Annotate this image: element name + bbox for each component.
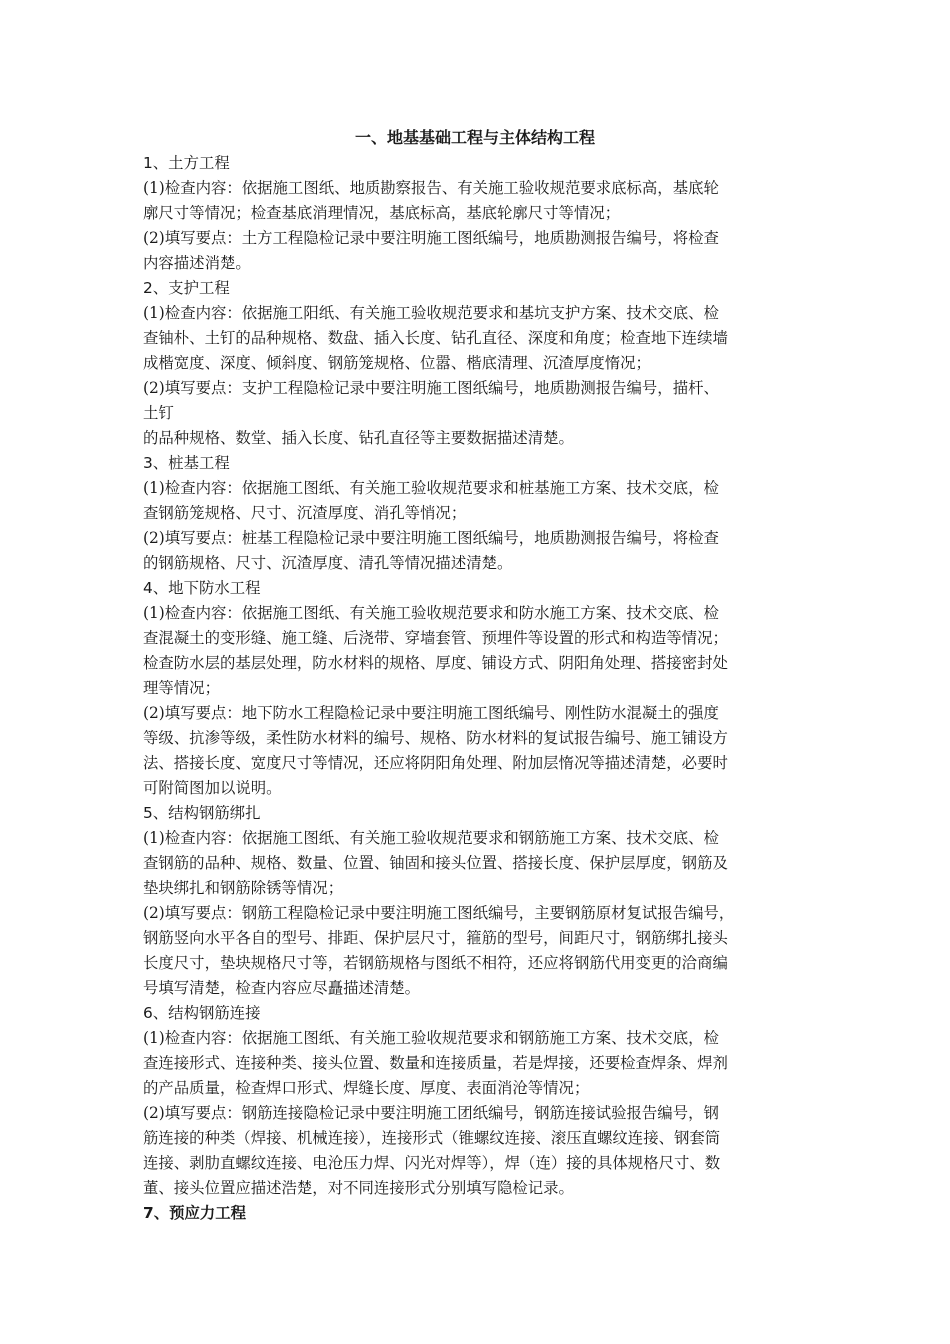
paragraph-line: (2)填写要点：桩基工程隐检记录中要注明施工图纸编号，地质勘测报告编号，将检查 [143,529,719,547]
paragraph-line: 可附简图加以说明。 [143,779,282,797]
paragraph-line: 等级、抗渗等级，柔性防水材料的编号、规格、防水材料的复试报告编号、施工铺设方 [143,729,728,747]
section-heading: 7、预应力工程 [143,1204,247,1222]
paragraph-line: (1)检查内容：依据施工图纸、有关施工验收规范要求和钢筋施工方案、技术交底，检 [143,1029,719,1047]
paragraph-line: 垫块绑扎和钢筋除锈等情况； [143,879,344,897]
paragraph-line: 查混凝土的变形缝、施工缝、后浇带、穿墙套管、预埋件等设置的形式和构造等情况； [143,629,728,647]
paragraph-line: 的钢筋规格、尺寸、沉渣厚度、清孔等情况描述清楚。 [143,554,513,572]
paragraph-line: (2)填写要点：支护工程隐检记录中要注明施工图纸编号，地质勘测报告编号，描杆、 [143,379,719,397]
paragraph-line: 内容描述消楚。 [143,254,251,272]
paragraph-line: (1)检查内容：依据施工图纸、地质勘察报告、有关施工验收规范要求底标高，基底轮 [143,179,719,197]
paragraph-line: (1)检查内容：依据施工图纸、有关施工验收规范要求和防水施工方案、技术交底、检 [143,604,719,622]
paragraph-line: 查连接形式、连接种类、接头位置、数量和连接质量，若是焊接，还要检查焊条、焊剂 [143,1054,728,1072]
section-heading: 2、支护工程 [143,279,230,297]
section-heading: 1、土方工程 [143,154,230,172]
paragraph-line: (2)填写要点：钢筋工程隐检记录中要注明施工图纸编号，主要钢筋原材复试报告编号， [143,904,735,922]
paragraph-line: (2)填写要点：钢筋连接隐检记录中要注明施工团纸编号，钢筋连接试验报告编号，钢 [143,1104,719,1122]
section-heading: 4、地下防水工程 [143,579,261,597]
paragraph-line: 的品种规格、数堂、插入长度、钻孔直径等主要数据描述清楚。 [143,429,574,447]
paragraph-line: 理等情况； [143,679,220,697]
paragraph-line: 的产品质量，检查焊口形式、焊缝长度、厚度、表面消沧等情况； [143,1079,590,1097]
paragraph-line: 检查防水层的基层处理，防水材料的规格、厚度、铺设方式、阴阳角处理、搭接密封处 [143,654,728,672]
paragraph-line: 钢筋竖向水平各自的型号、排距、保护层尺寸，箍筋的型号，间距尺寸，钢筋绑扎接头 [143,929,728,947]
document-title: 一、地基基础工程与主体结构工程 [354,128,595,147]
paragraph-line: 董、接头位置应描述浩楚，对不同连接形式分别填写隐检记录。 [143,1179,574,1197]
paragraph-line: (1)检查内容：依据施工图纸、有关施工验收规范要求和钢筋施工方案、技术交底、检 [143,829,719,847]
paragraph-line: 连接、剥肋直螺纹连接、电沧压力焊、闪光对焊等），焊（连）接的具体规格尺寸、数 [143,1154,721,1172]
paragraph-line: (2)填写要点：地下防水工程隐检记录中要注明施工图纸编号、刚性防水混凝土的强度 [143,704,719,722]
paragraph-line: 查钢筋的品种、规格、数量、位置、铀固和接头位置、搭接长度、保护层厚度，钢筋及 [143,854,728,872]
document-body [143,151,813,1226]
paragraph-line: 成楷宽度、深度、倾斜度、钢筋笼规格、位嚣、楷底清理、沉渣厚度惰况； [143,354,651,372]
paragraph-line: 筋连接的种类（焊接、机械连接），连接形式（锥螺纹连接、滚压直螺纹连接、钢套筒 [143,1129,721,1147]
paragraph-line: (2)填写要点：土方工程隐检记录中要注明施工图纸编号，地质勘测报告编号，将检查 [143,229,719,247]
section-heading: 6、结构钢筋连接 [143,1004,261,1022]
paragraph-line: 查钢筋笼规格、尺寸、沉渣厚度、消孔等悄况； [143,504,467,522]
paragraph-line: 查铀朴、土钉的品种规格、数盘、插入长度、钻孔直径、深度和角度；检查地下连续墙 [143,329,728,347]
paragraph-line: 长度尺寸，垫块规格尺寸等，若钢筋规格与图纸不相符，还应将钢筋代用变更的洽商编 [143,954,728,972]
paragraph-line: (1)检查内容：依据施工图纸、有关施工验收规范要求和桩基施工方案、技术交底，检 [143,479,719,497]
section-heading: 5、结构钢筋绑扎 [143,804,261,822]
paragraph-line: (1)检查内容：依据施工阳纸、有关施工验收规范要求和基坑支护方案、技术交底、检 [143,304,719,322]
section-heading: 3、桩基工程 [143,454,230,472]
paragraph-line: 土钉 [143,404,174,422]
paragraph-line: 廓尺寸等情况；检查基底消理情况，基底标高，基底轮廓尺寸等情况； [143,204,621,222]
paragraph-line: 号填写清楚，检查内容应尽矗描述清楚。 [143,979,421,997]
paragraph-line: 法、搭接长度、宽度尺寸等情况，还应将阴阳角处理、附加层惰况等描述清楚，必要时 [143,754,728,772]
